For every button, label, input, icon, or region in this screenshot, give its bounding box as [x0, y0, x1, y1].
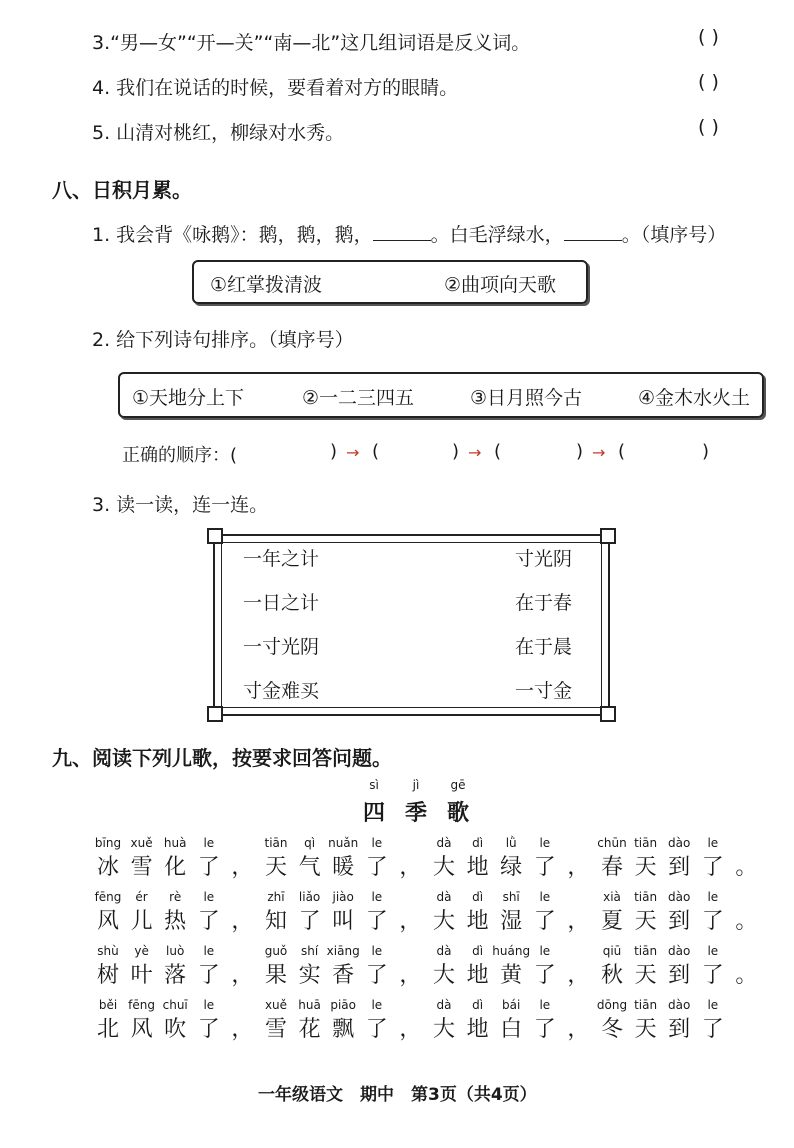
frame-corner-tr	[600, 528, 616, 544]
poem-pinyin: zhī	[267, 890, 285, 904]
poem-pinyin: xiāng	[326, 944, 360, 958]
match-left-3[interactable]: 一寸光阴	[243, 636, 320, 658]
q8-1-blank-2[interactable]	[564, 224, 622, 241]
poem-char: 大	[432, 1017, 455, 1042]
poem-pinyin: le	[539, 836, 551, 850]
q8-2-option-1: ①天地分上下	[132, 387, 245, 409]
poem-char: 了	[701, 855, 724, 880]
poem-pinyin: le	[371, 998, 383, 1012]
poem-char: 热	[164, 909, 187, 934]
poem-char: 了	[533, 855, 556, 880]
poem-pinyin: jiào	[332, 890, 354, 904]
poem-char: 到	[668, 1017, 691, 1042]
poem-char: 春	[600, 855, 623, 880]
poem-char: 地	[466, 855, 489, 880]
poem-char: 飘	[332, 1017, 355, 1042]
poem-pinyin: liǎo	[298, 890, 321, 904]
order-slot-1-close[interactable]: )	[330, 441, 338, 462]
q8-1-pre: 1. 我会背《咏鹅》：鹅，鹅，鹅，	[92, 224, 373, 246]
poem-char: 北	[96, 1017, 119, 1042]
poem-char: 气	[298, 855, 321, 880]
poem-char: 叶	[130, 963, 153, 988]
poem-pinyin: xuě	[130, 836, 153, 850]
poem-pinyin: bái	[502, 998, 521, 1012]
judge-item-3: 3.“男—女”“开—关”“南—北”这几组词语是反义词。	[92, 32, 531, 54]
poem-pinyin: dà	[436, 944, 452, 958]
poem-char: 了	[365, 1017, 388, 1042]
poem-char: ，	[567, 855, 590, 880]
order-arrow-3: →	[592, 443, 606, 462]
poem-pinyin: shí	[300, 944, 319, 958]
q8-2-option-3: ③日月照今古	[470, 387, 583, 409]
poem-char: 天	[634, 963, 657, 988]
match-left-4[interactable]: 寸金难买	[243, 680, 320, 702]
q8-2-options-box	[118, 372, 764, 418]
poem-char: 了	[197, 1017, 220, 1042]
poem-pinyin: le	[203, 998, 215, 1012]
poem-char: 了	[365, 855, 388, 880]
order-line	[122, 441, 237, 467]
poem-char: 地	[466, 1017, 489, 1042]
poem-pinyin: piāo	[330, 998, 357, 1012]
poem-pinyin: dì	[472, 890, 484, 904]
poem-pinyin: chuī	[162, 998, 188, 1012]
poem-pinyin: dào	[668, 998, 691, 1012]
poem-char: 天	[634, 909, 657, 934]
order-slot-2-close[interactable]: )	[452, 441, 460, 462]
poem-pinyin: le	[539, 890, 551, 904]
poem-char: 。	[735, 963, 758, 988]
poem-pinyin: fēng	[128, 998, 156, 1012]
poem-char: 雪	[264, 1017, 287, 1042]
match-right-3[interactable]: 在于晨	[515, 636, 573, 658]
poem-char: 了	[533, 1017, 556, 1042]
q8-1-mid: 。白毛浮绿水，	[430, 224, 564, 246]
order-slot-4-open[interactable]: (	[618, 441, 626, 462]
poem-char: 。	[735, 855, 758, 880]
order-slot-4-close[interactable]: )	[702, 441, 710, 462]
poem-pinyin: le	[371, 836, 383, 850]
match-right-1[interactable]: 寸光阴	[515, 548, 573, 570]
poem-char: ，	[231, 909, 254, 934]
poem-char: 果	[264, 963, 287, 988]
poem-pinyin: tiān	[634, 890, 658, 904]
order-slot-3-open[interactable]: (	[494, 441, 502, 462]
poem-pinyin: nuǎn	[328, 836, 359, 850]
judge-item-3-answer[interactable]: ( )	[698, 26, 719, 48]
poem-pinyin: le	[707, 890, 719, 904]
poem-char: 叫	[332, 909, 355, 934]
poem-char: 落	[164, 963, 187, 988]
poem-char: 大	[432, 963, 455, 988]
q8-1-options-box	[192, 260, 588, 304]
poem-char: ，	[399, 1017, 422, 1042]
poem-char: ，	[399, 855, 422, 880]
poem-char: 地	[466, 963, 489, 988]
poem-pinyin: le	[203, 944, 215, 958]
poem-pinyin: tiān	[634, 944, 658, 958]
match-right-4[interactable]: 一寸金	[515, 680, 573, 702]
poem-char: 冰	[96, 855, 119, 880]
poem-char: 了	[701, 909, 724, 934]
judge-item-4: 4. 我们在说话的时候，要看着对方的眼睛。	[92, 77, 459, 99]
q8-2-option-2: ②一二三四五	[302, 387, 415, 409]
poem-pinyin: le	[539, 944, 551, 958]
poem-pinyin: le	[707, 998, 719, 1012]
poem-pinyin: huà	[163, 836, 187, 850]
poem-pinyin: le	[707, 836, 719, 850]
poem-char: 了	[365, 963, 388, 988]
poem-char: ，	[231, 1017, 254, 1042]
poem-char: 暖	[332, 855, 355, 880]
match-left-2[interactable]: 一日之计	[243, 592, 320, 614]
poem-pinyin: dào	[668, 836, 691, 850]
poem-char: ，	[567, 963, 590, 988]
q8-2: 2. 给下列诗句排序。（填序号）	[92, 329, 354, 351]
poem-pinyin: yè	[134, 944, 149, 958]
poem-char: 湿	[500, 909, 523, 934]
poem-char: 天	[634, 1017, 657, 1042]
q8-3: 3. 读一读，连一连。	[92, 494, 269, 516]
poem-char: 秋	[600, 963, 623, 988]
match-left-1[interactable]: 一年之计	[243, 548, 320, 570]
poem-title-char: 歌	[446, 801, 469, 826]
poem-char: ，	[231, 963, 254, 988]
poem-char: 风	[130, 1017, 153, 1042]
poem-char: 儿	[130, 909, 153, 934]
poem-pinyin: dào	[668, 890, 691, 904]
poem-char: 风	[96, 909, 119, 934]
poem-char: 香	[332, 963, 355, 988]
section-9-title: 九、阅读下列儿歌，按要求回答问题。	[52, 746, 392, 770]
poem-pinyin: le	[203, 836, 215, 850]
poem-pinyin: rè	[169, 890, 182, 904]
poem-pinyin: tiān	[634, 998, 658, 1012]
order-label: 正确的顺序：(	[122, 445, 238, 466]
poem-pinyin: chūn	[597, 836, 627, 850]
poem-pinyin: guǒ	[264, 944, 288, 958]
poem-char: 了	[701, 1017, 724, 1042]
poem-title-pinyin: gē	[450, 778, 466, 792]
poem-title-pinyin: sì	[369, 778, 379, 792]
poem-char: 白	[500, 1017, 523, 1042]
poem-pinyin: dì	[472, 944, 484, 958]
poem-title-char: 四	[362, 801, 385, 826]
poem-char: ，	[567, 909, 590, 934]
poem-pinyin: bīng	[94, 836, 122, 850]
poem-pinyin: dào	[668, 944, 691, 958]
poem-pinyin: le	[371, 944, 383, 958]
poem-char: 到	[668, 909, 691, 934]
section-8-title: 八、日积月累。	[52, 178, 192, 202]
poem-pinyin: xuě	[264, 998, 288, 1012]
poem-pinyin: shù	[97, 944, 119, 958]
poem-pinyin: lǜ	[505, 836, 517, 850]
poem-char: 夏	[600, 909, 623, 934]
q8-1-option-2: ②曲项向天歌	[444, 274, 557, 296]
poem-char: ，	[399, 963, 422, 988]
poem-char: 到	[668, 855, 691, 880]
poem-char: 实	[298, 963, 321, 988]
q8-1-option-1: ①红掌拨清波	[210, 274, 323, 296]
poem-char: 了	[197, 963, 220, 988]
poem-char: 天	[264, 855, 287, 880]
poem-char: 绿	[500, 855, 523, 880]
frame-corner-bl	[207, 706, 223, 722]
frame-corner-tl	[207, 528, 223, 544]
poem-pinyin: xià	[603, 890, 621, 904]
poem-char: 雪	[130, 855, 153, 880]
poem-char: 大	[432, 909, 455, 934]
poem-char: 了	[298, 909, 321, 934]
poem-char: 了	[533, 909, 556, 934]
q8-1	[92, 220, 726, 247]
poem-pinyin: dà	[436, 890, 452, 904]
poem-pinyin: běi	[98, 998, 118, 1012]
poem-pinyin: luò	[166, 944, 185, 958]
frame-corner-br	[600, 706, 616, 722]
poem-pinyin: le	[203, 890, 215, 904]
footer-page-info: 一年级语文 期中 第3页（共4页）	[258, 1085, 537, 1105]
poem-pinyin: tiān	[264, 836, 288, 850]
poem-char: 冬	[600, 1017, 623, 1042]
poem-char: 了	[533, 963, 556, 988]
poem-pinyin: dà	[436, 998, 452, 1012]
poem-pinyin: dì	[472, 998, 484, 1012]
poem-pinyin: ér	[135, 890, 148, 904]
poem-char: 了	[365, 909, 388, 934]
poem-char: 地	[466, 909, 489, 934]
poem-char: 了	[197, 909, 220, 934]
poem-char: 了	[197, 855, 220, 880]
match-right-2[interactable]: 在于春	[515, 592, 573, 614]
order-arrow-1: →	[346, 443, 360, 462]
poem-pinyin: dà	[436, 836, 452, 850]
poem-pinyin: qì	[304, 836, 316, 850]
q8-1-blank-1[interactable]	[373, 224, 431, 241]
judge-item-4-answer[interactable]: ( )	[698, 71, 719, 93]
poem-char: ，	[399, 909, 422, 934]
order-arrow-2: →	[468, 443, 482, 462]
poem-char: 吹	[164, 1017, 187, 1042]
poem-char: 黄	[500, 963, 523, 988]
poem-pinyin: le	[539, 998, 551, 1012]
poem-char: 到	[668, 963, 691, 988]
poem-pinyin: huáng	[492, 944, 531, 958]
poem-char: ，	[231, 855, 254, 880]
poem-pinyin: shī	[502, 890, 520, 904]
poem-pinyin: dì	[472, 836, 484, 850]
poem-char: ，	[567, 1017, 590, 1042]
poem-pinyin: dōng	[596, 998, 628, 1012]
poem-char: 。	[735, 909, 758, 934]
matching-frame	[213, 534, 610, 716]
poem-pinyin: huā	[298, 998, 321, 1012]
poem-char: 了	[701, 963, 724, 988]
poem-title-pinyin: jì	[412, 778, 420, 792]
poem-char: 天	[634, 855, 657, 880]
poem-char: 化	[164, 855, 187, 880]
poem-char: 树	[96, 963, 119, 988]
poem-pinyin: le	[371, 890, 383, 904]
judge-item-5: 5. 山清对桃红，柳绿对水秀。	[92, 122, 345, 144]
q8-1-post: 。（填序号）	[621, 224, 727, 246]
poem-pinyin: le	[707, 944, 719, 958]
order-slot-2-open[interactable]: (	[372, 441, 380, 462]
poem-pinyin: qiū	[602, 944, 622, 958]
poem-char: 大	[432, 855, 455, 880]
poem-pinyin: fēng	[94, 890, 122, 904]
order-slot-3-close[interactable]: )	[576, 441, 584, 462]
q8-2-option-4: ④金木水火土	[638, 387, 751, 409]
judge-item-5-answer[interactable]: ( )	[698, 116, 719, 138]
poem-char: 知	[264, 909, 287, 934]
poem-pinyin: tiān	[634, 836, 658, 850]
poem-char: 花	[298, 1017, 321, 1042]
poem-title-char: 季	[404, 801, 427, 826]
